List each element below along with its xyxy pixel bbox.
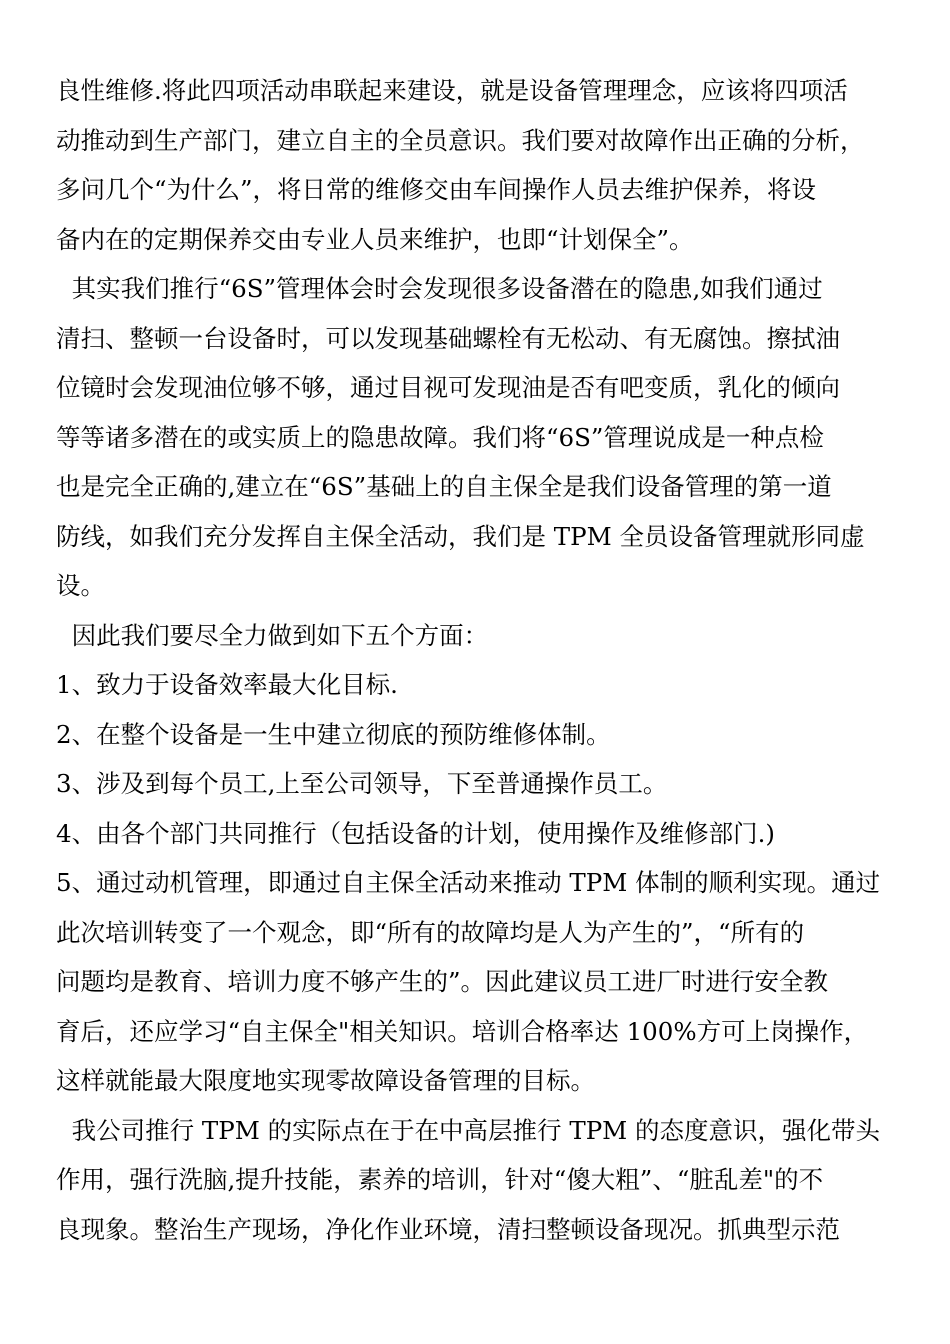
list-item: 5、通过动机管理，即通过自主保全活动来推动 TPM 体制的顺利实现。通过	[56, 868, 881, 897]
text-line: 此次培训转变了一个观念，即“所有的故障均是人为产生的”，“所有的	[56, 917, 805, 947]
text-line: 等等诸多潜在的或实质上的隐患故障。我们将“6S”管理说成是一种点检	[56, 422, 824, 452]
text-line: 设。	[56, 571, 105, 600]
text-line: 防线，如我们充分发挥自主保全活动，我们是 TPM 全员设备管理就形同虚	[56, 521, 865, 551]
text-line: 这样就能最大限度地实现零故障设备管理的目标。	[56, 1066, 595, 1095]
list-item: 1、致力于设备效率最大化目标.	[56, 670, 398, 699]
list-item: 4、由各个部门共同推行（包括设备的计划，使用操作及维修部门.)	[56, 818, 775, 848]
text-line: 也是完全正确的,建立在“6S”基础上的自主保全是我们设备管理的第一道	[56, 472, 832, 501]
text-line: 备内在的定期保养交由专业人员来维护，也即“计划保全”。	[56, 224, 694, 254]
text-line: 育后，还应学习“自主保全"相关知识。培训合格率达 100%方可上岗操作，	[56, 1016, 869, 1046]
text-line: 动推动到生产部门，建立自主的全员意识。我们要对故障作出正确的分析，	[56, 125, 865, 155]
text-line: 位镜时会发现油位够不够，通过目视可发现油是否有吧变质，乳化的倾向	[56, 373, 840, 402]
text-line: 我公司推行 TPM 的实际点在于在中高层推行 TPM 的态度意识，强化带头	[56, 1115, 881, 1145]
text-line: 因此我们要尽全力做到如下五个方面：	[56, 620, 489, 650]
text-line: 其实我们推行“6S”管理体会时会发现很多设备潜在的隐患,如我们通过	[56, 274, 823, 303]
list-item: 2、在整个设备是一生中建立彻底的预防维修体制。	[56, 719, 611, 749]
text-line: 清扫、整顿一台设备时，可以发现基础螺栓有无松动、有无腐蚀。擦拭油	[56, 323, 840, 353]
document-body	[56, 66, 902, 1254]
text-line: 作用，强行洗脑,提升技能，素养的培训，针对“傻大粗”、“脏乱差"的不	[56, 1165, 824, 1194]
text-line: 问题均是教育、培训力度不够产生的”。因此建议员工进厂时进行安全教	[56, 967, 829, 996]
text-line: 良性维修.将此四项活动串联起来建设，就是设备管理理念，应该将四项活	[56, 76, 848, 105]
list-item: 3、涉及到每个员工,上至公司领导，下至普通操作员工。	[56, 769, 668, 798]
text-line: 良现象。整治生产现场，净化作业环境，清扫整顿设备现况。抓典型示范	[56, 1214, 840, 1244]
text-line: 多问几个“为什么”，将日常的维修交由车间操作人员去维护保养，将设	[56, 175, 817, 204]
